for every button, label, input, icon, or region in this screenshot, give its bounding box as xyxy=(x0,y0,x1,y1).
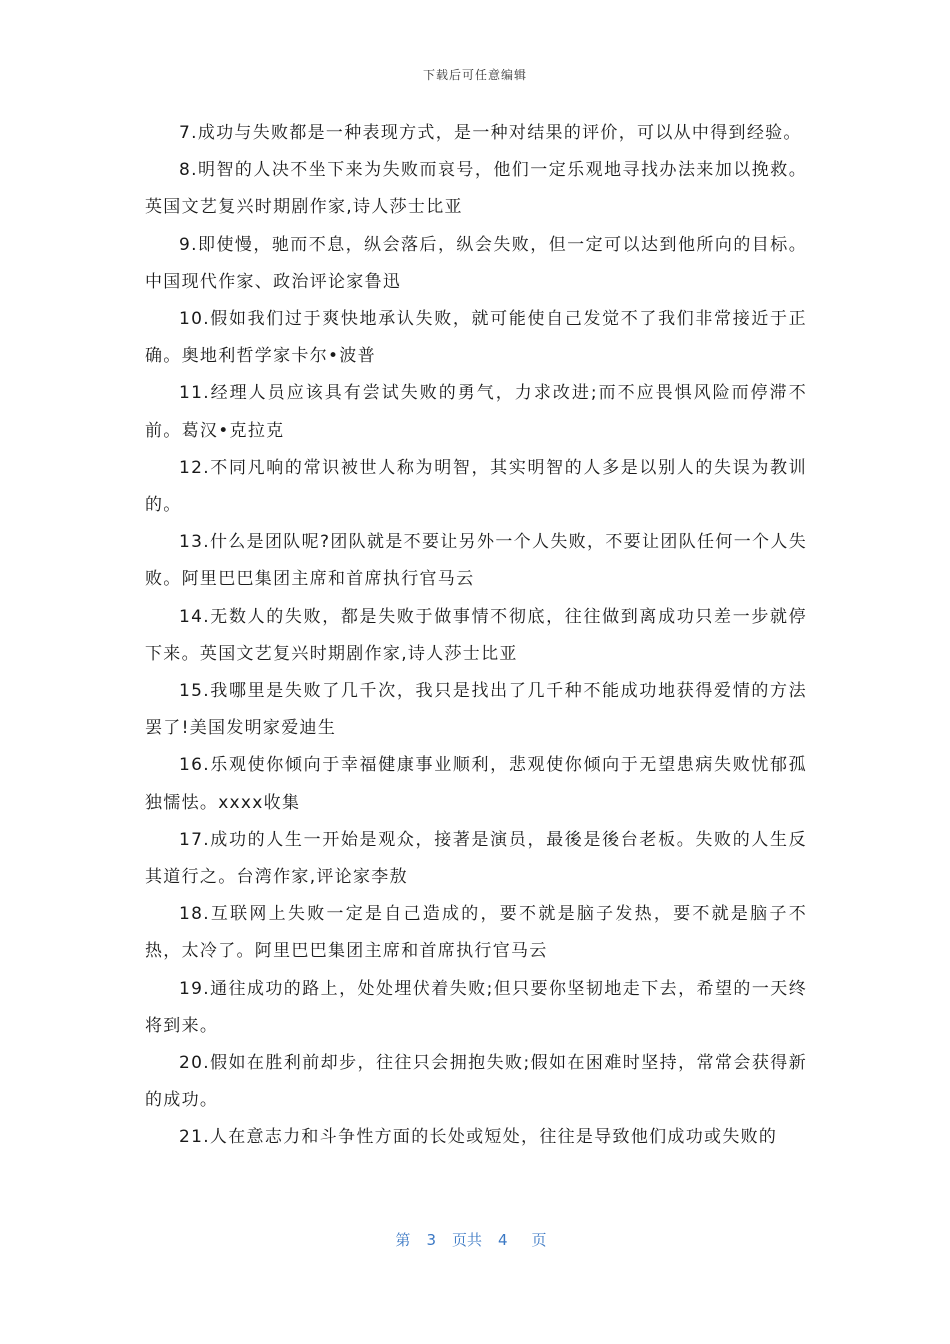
footer-suffix: 页 xyxy=(531,1231,547,1249)
quote-paragraph-10: 10.假如我们过于爽快地承认失败，就可能使自己发觉不了我们非常接近于正确。奥地利哲学家卡尔•波普 xyxy=(145,309,807,367)
quote-paragraph-13: 13.什么是团队呢?团队就是不要让另外一个人失败，不要让团队任何一个人失败。阿里巴巴集团主席和首席执行官马云 xyxy=(145,532,807,590)
quote-paragraph-11: 11.经理人员应该具有尝试失败的勇气，力求改进;而不应畏惧风险而停滞不前。葛汉•克拉克 xyxy=(145,383,807,441)
quote-paragraph-19: 19.通往成功的路上，处处埋伏着失败;但只要你坚韧地走下去，希望的一天终将到来。 xyxy=(145,978,807,1036)
document-body xyxy=(145,115,807,1157)
footer-current-page: 3 xyxy=(426,1231,436,1249)
quote-paragraph-17: 17.成功的人生一开始是观众，接著是演员，最後是後台老板。失败的人生反其道行之。台湾作家,评论家李敖 xyxy=(145,829,807,888)
quote-paragraph-7: 7.成功与失败都是一种表现方式，是一种对结果的评价，可以从中得到经验。 xyxy=(179,123,802,143)
footer-total-pages: 4 xyxy=(498,1231,508,1249)
quote-paragraph-8: 8.明智的人决不坐下来为失败而哀号，他们一定乐观地寻找办法来加以挽救。英国文艺复兴时期剧作家,诗人莎士比亚 xyxy=(145,160,807,218)
quote-paragraph-15: 15.我哪里是失败了几千次，我只是找出了几千种不能成功地获得爱情的方法罢了!美国发明家爱迪生 xyxy=(145,681,807,739)
footer-prefix: 第 xyxy=(395,1231,411,1249)
quote-paragraph-14: 14.无数人的失败，都是失败于做事情不彻底，往往做到离成功只差一步就停下来。英国文艺复兴时期剧作家,诗人莎士比亚 xyxy=(145,606,807,664)
quote-paragraph-12: 12.不同凡响的常识被世人称为明智，其实明智的人多是以别人的失误为教训的。 xyxy=(145,457,807,516)
quote-paragraph-20: 20.假如在胜利前却步，往往只会拥抱失败;假如在困难时坚持，常常会获得新的成功。 xyxy=(145,1053,807,1111)
quote-paragraph-9: 9.即使慢，驰而不息，纵会落后，纵会失败，但一定可以达到他所向的目标。中国现代作家、政治评论家鲁迅 xyxy=(145,234,807,292)
quote-paragraph-21: 21.人在意志力和斗争性方面的长处或短处，往往是导致他们成功或失败的 xyxy=(179,1127,778,1148)
quote-paragraph-18: 18.互联网上失败一定是自己造成的，要不就是脑子发热，要不就是脑子不热，太冷了。阿里巴巴集团主席和首席执行官马云 xyxy=(145,904,807,962)
footer-middle: 页共 xyxy=(451,1231,482,1249)
page-footer xyxy=(0,1229,950,1250)
quote-paragraph-16: 16.乐观使你倾向于幸福健康事业顺利，悲观使你倾向于无望患病失败忧郁孤独懦怯。xxxx收集 xyxy=(145,755,807,813)
page-header-note: 下载后可任意编辑 xyxy=(422,68,527,82)
